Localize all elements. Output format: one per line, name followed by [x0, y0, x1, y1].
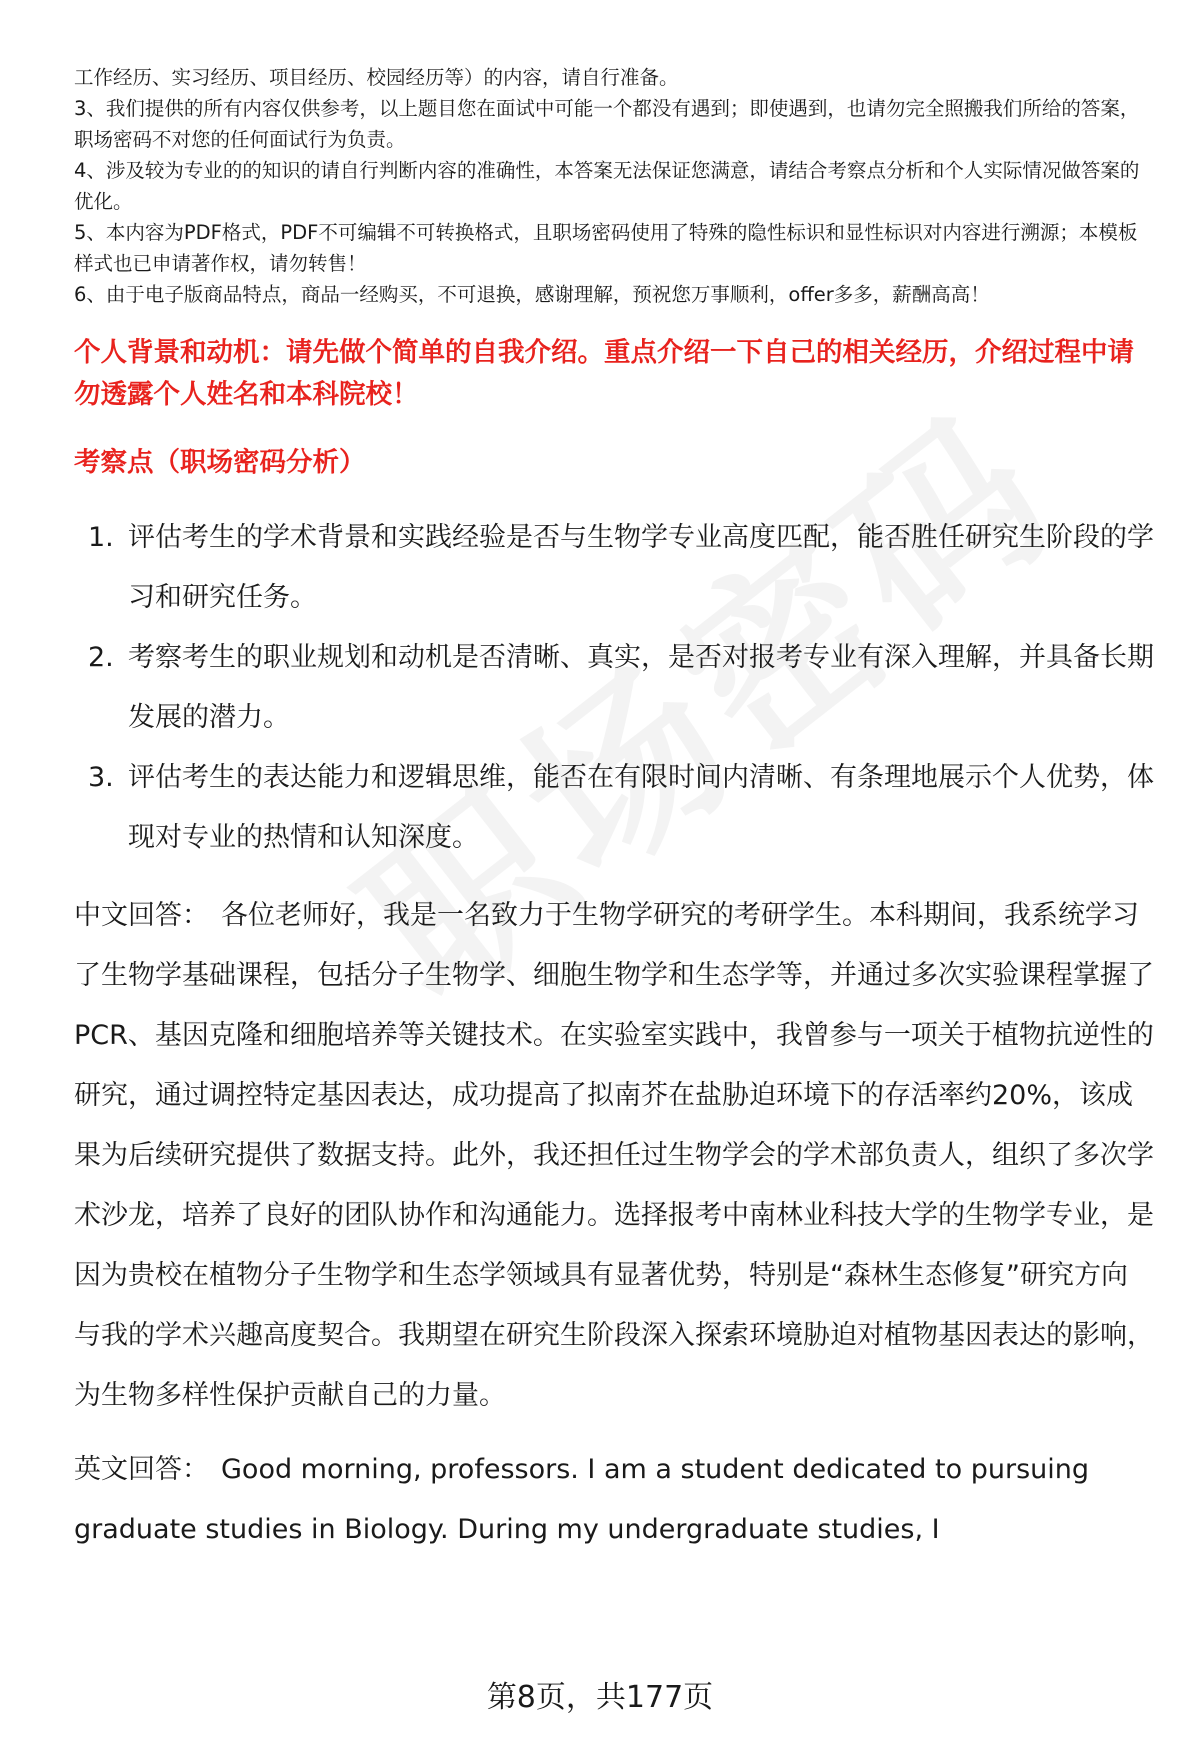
points-list [74, 508, 1154, 868]
answer-chinese-label: 中文回答： [74, 900, 209, 931]
list-text: 考察考生的职业规划和动机是否清晰、真实，是否对报考专业有深入理解，并具备长期发展的潜力。 [128, 642, 1154, 733]
document-page [74, 62, 1154, 1560]
list-item [74, 508, 1154, 628]
note-line: 工作经历、实习经历、项目经历、校园经历等）的内容，请自行准备。 [74, 66, 679, 89]
answer-english-label: 英文回答： [74, 1454, 209, 1485]
answer-chinese [74, 886, 1154, 1426]
list-item [74, 748, 1154, 868]
note-line: 5、本内容为PDF格式，PDF不可编辑不可转换格式，且职场密码使用了特殊的隐性标识和显性标识对内容进行溯源；本模板样式也已申请著作权，请勿转售！ [74, 221, 1138, 275]
answer-chinese-text: 各位老师好，我是一名致力于生物学研究的考研学生。本科期间，我系统学习了生物学基础课程，包括分子生物学、细胞生物学和生态学等，并通过多次实验课程掌握了PCR、基因克隆和细胞培养等关键技术。在实验室实践中，我曾参与一项关于植物抗逆性的研究，通过调控特定基因表达，成功提高了拟南芥在盐胁迫环境下的存活率约20%，该成果为后续研究提供了数据支持。此外，我还担任过生物学会的学术部负责人，组织了多次学术沙龙，培养了良好的团队协作和沟通能力。选择报考中南林业科技大学的生物学专业，是因为贵校在植物分子生物学和生态学领域具有显著优势，特别是“森林生态修复”研究方向与我的学术兴趣高度契合。我期望在研究生阶段深入探索环境胁迫对植物基因表达的影响，为生物多样性保护贡献自己的力量。 [74, 900, 1154, 1411]
list-number: 2. [88, 642, 114, 673]
note-line: 6、由于电子版商品特点，商品一经购买，不可退换，感谢理解，预祝您万事顺利，offer多多，薪酬高高！ [74, 283, 990, 306]
answer-english-text: Good morning, professors. I am a student dedicated to pursuing graduate studies in Biology. During my undergraduate studies, I [74, 1454, 1089, 1545]
points-heading: 考察点（职场密码分析） [74, 447, 366, 478]
list-item [74, 628, 1154, 748]
page-footer: 第8页，共177页 [486, 1680, 714, 1715]
notes-section [74, 62, 1154, 310]
list-text: 评估考生的学术背景和实践经验是否与生物学专业高度匹配，能否胜任研究生阶段的学习和研究任务。 [128, 522, 1154, 613]
list-text: 评估考生的表达能力和逻辑思维，能否在有限时间内清晰、有条理地展示个人优势，体现对专业的热情和认知深度。 [128, 762, 1154, 853]
list-number: 1. [88, 522, 114, 553]
note-line: 3、我们提供的所有内容仅供参考，以上题目您在面试中可能一个都没有遇到；即使遇到，也请勿完全照搬我们所给的答案，职场密码不对您的任何面试行为负责。 [74, 97, 1140, 151]
answer-english [74, 1440, 1154, 1560]
question-heading: 个人背景和动机：请先做个简单的自我介绍。重点介绍一下自己的相关经历，介绍过程中请勿透露个人姓名和本科院校！ [74, 337, 1134, 410]
note-line: 4、涉及较为专业的的知识的请自行判断内容的准确性，本答案无法保证您满意，请结合考察点分析和个人实际情况做答案的优化。 [74, 159, 1140, 213]
list-number: 3. [88, 762, 114, 793]
